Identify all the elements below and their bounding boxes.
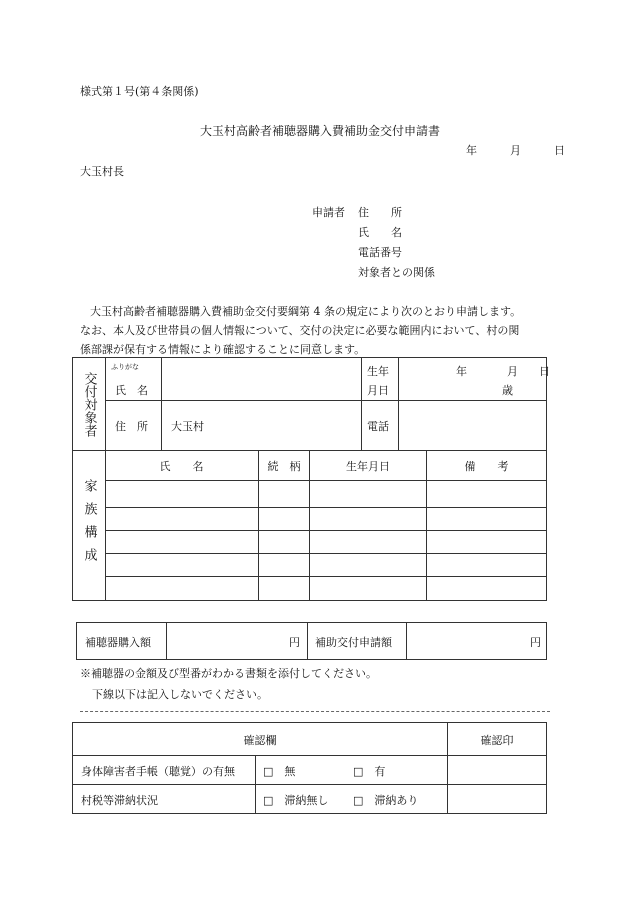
phone-label: 電話 (367, 420, 389, 433)
target-name-label: 氏 名 (115, 384, 148, 397)
family-row[interactable] (105, 577, 546, 599)
birth-label-2: 月日 (367, 384, 389, 397)
request-unit: 円 (530, 636, 541, 649)
family-row[interactable] (105, 554, 546, 576)
request-label: 補助交付申請額 (315, 636, 392, 649)
purchase-box (76, 622, 547, 660)
family-header-birthdate: 生年月日 (346, 460, 390, 473)
cut-line (80, 711, 550, 712)
body-line-3: 係部課が保有する情報により確認することに同意します。 (80, 343, 366, 356)
address-value[interactable]: 大玉村 (171, 420, 204, 433)
date-day: 日 (554, 144, 565, 157)
phone-input[interactable] (399, 400, 546, 450)
disability-none-checkbox[interactable]: □ 無 (263, 765, 296, 778)
confirm-table (72, 722, 547, 814)
family-header-name: 氏 名 (159, 460, 204, 473)
body-line-2: なお、本人及び世帯員の個人情報について、交付の決定に必要な範囲内において、村の関 (80, 324, 520, 337)
purchase-label: 補聴器購入額 (85, 636, 151, 649)
form-title: 大玉村高齢者補聴器購入費補助金交付申請書 (200, 124, 441, 138)
birth-year: 年 (456, 365, 467, 378)
note-below-line: 下線以下は記入しないでください。 (92, 688, 268, 701)
tax-status-label: 村税等滞納状況 (81, 794, 158, 807)
address-label: 住 所 (115, 420, 148, 433)
applicant-relation-label: 対象者との関係 (358, 266, 435, 279)
addressee: 大玉村長 (80, 165, 124, 178)
seal-area[interactable] (448, 756, 546, 813)
date-line (466, 142, 565, 158)
family-side-label: 家族構成 (81, 479, 97, 571)
applicant-phone-label: 電話番号 (358, 246, 402, 259)
furigana-label: ふりがな (111, 363, 139, 371)
date-year: 年 (466, 144, 477, 157)
family-table (105, 450, 546, 600)
target-side-label-box (73, 358, 105, 450)
request-amount-input[interactable] (407, 623, 546, 659)
birth-label-1: 生年 (367, 365, 389, 378)
family-row[interactable] (105, 481, 546, 507)
date-month: 月 (510, 144, 521, 157)
applicant-label: 申請者 (312, 206, 345, 219)
confirm-header: 確認欄 (243, 734, 277, 747)
note-attachment: ※補聴器の金額及び型番がわかる書類を添付してください。 (80, 667, 377, 680)
birthdate-input[interactable] (399, 358, 550, 400)
disability-label: 身体障害者手帳（聴覚）の有無 (81, 765, 235, 778)
tax-none-checkbox[interactable]: □ 滞納無し (263, 794, 329, 807)
applicant-grid (72, 357, 550, 601)
birth-day: 日 (539, 365, 550, 378)
family-row[interactable] (105, 508, 546, 530)
body-line-1: 大玉村高齢者補聴器購入費補助金交付要綱第 4 条の規定により次のとおり申請します。 (90, 305, 522, 318)
tax-yes-checkbox[interactable]: □ 滞納あり (353, 794, 419, 807)
disability-yes-checkbox[interactable]: □ 有 (353, 765, 386, 778)
age-label: 歳 (502, 384, 513, 397)
family-side-label-box (73, 450, 105, 600)
family-header-relation: 続 柄 (267, 460, 301, 473)
family-row[interactable] (105, 531, 546, 553)
target-name-input[interactable] (162, 358, 362, 400)
purchase-unit: 円 (289, 636, 300, 649)
family-header-notes: 備 考 (464, 460, 509, 473)
form-number: 様式第１号(第４条関係) (80, 85, 199, 98)
applicant-name-label: 氏 名 (358, 226, 402, 239)
applicant-address-label: 住 所 (358, 206, 402, 219)
seal-header: 確認印 (480, 734, 514, 747)
target-side-label: 交付対象者 (81, 371, 97, 437)
birth-month: 月 (507, 365, 518, 378)
purchase-amount-input[interactable] (167, 623, 307, 659)
